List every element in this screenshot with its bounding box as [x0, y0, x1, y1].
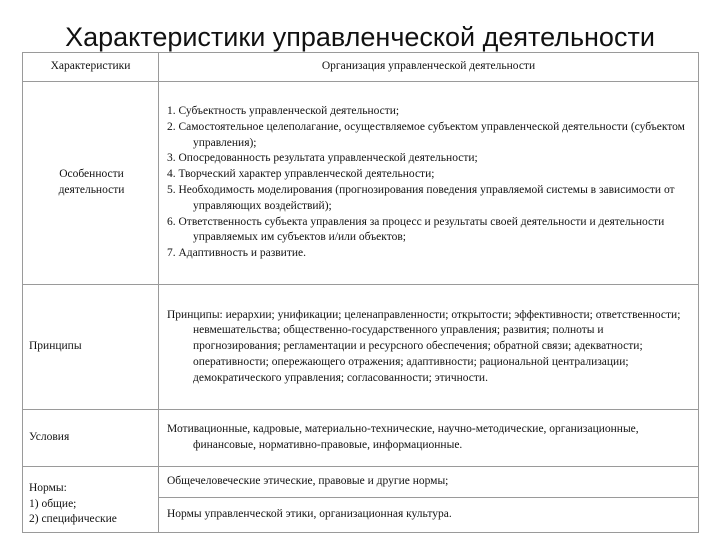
feature-item: 2. Самостоятельное целеполагание, осуществляемое субъектом управленческой деятельности (субъектом управления);: [167, 120, 685, 149]
norms-specific-content: Нормы управленческой этики, организационная культура.: [159, 498, 699, 533]
feature-item: 3. Опосредованность результата управленческой деятельности;: [167, 152, 478, 165]
principles-content: [159, 285, 699, 410]
feature-item: 6. Ответственность субъекта управления за процесс и результаты своей деятельности и деятельности управляемых им субъектов и/или объектов;: [167, 215, 665, 244]
feature-item: 1. Субъектность управленческой деятельности;: [167, 105, 400, 118]
table-header-row: [23, 53, 699, 82]
conditions-content: [159, 410, 699, 467]
table-row-principles: [23, 285, 699, 410]
conditions-text: Мотивационные, кадровые, материально-технические, научно-методические, организационные, финансовые, нормативно-правовые, информационные.: [167, 423, 639, 451]
norms-label-line: Нормы:: [29, 481, 67, 494]
header-organization: Организация управленческой деятельности: [159, 53, 699, 82]
norms-label: [23, 467, 159, 533]
feature-item: 4. Творческий характер управленческой деятельности;: [167, 168, 435, 181]
norms-label-line: 1) общие;: [29, 497, 77, 510]
principles-label: Принципы: [23, 285, 159, 410]
slide-title: Характеристики управленческой деятельности: [65, 22, 655, 52]
norms-label-line: 2) специфические: [29, 513, 117, 526]
table-row-norms-general: [23, 467, 699, 498]
features-content: [159, 82, 699, 285]
feature-item: 7. Адаптивность и развитие.: [167, 247, 306, 260]
header-characteristics: Характеристики: [23, 53, 159, 82]
feature-item: 5. Необходимость моделирования (прогнозирования поведения управляемой системы в зависимости от управляющих воздействий);: [167, 184, 675, 212]
features-label: Особенности деятельности: [23, 82, 159, 285]
principles-text: Принципы: иерархии; унификации; целенаправленности; открытости; эффективности; ответственности; невмешательства; общественно-государственного управления; развития; полноты и прогнозирования; регламентации и ресурсного обеспечения; обратной связи; адекватности; оперативности; опережающего отражения; адаптивности; рациональной централизации; демократического управления; согласованности; этичности.: [167, 308, 681, 384]
table-row-conditions: [23, 410, 699, 467]
table-row-features: [23, 82, 699, 285]
norms-general-content: Общечеловеческие этические, правовые и другие нормы;: [159, 467, 699, 498]
conditions-label: Условия: [23, 410, 159, 467]
characteristics-table: [22, 52, 699, 533]
